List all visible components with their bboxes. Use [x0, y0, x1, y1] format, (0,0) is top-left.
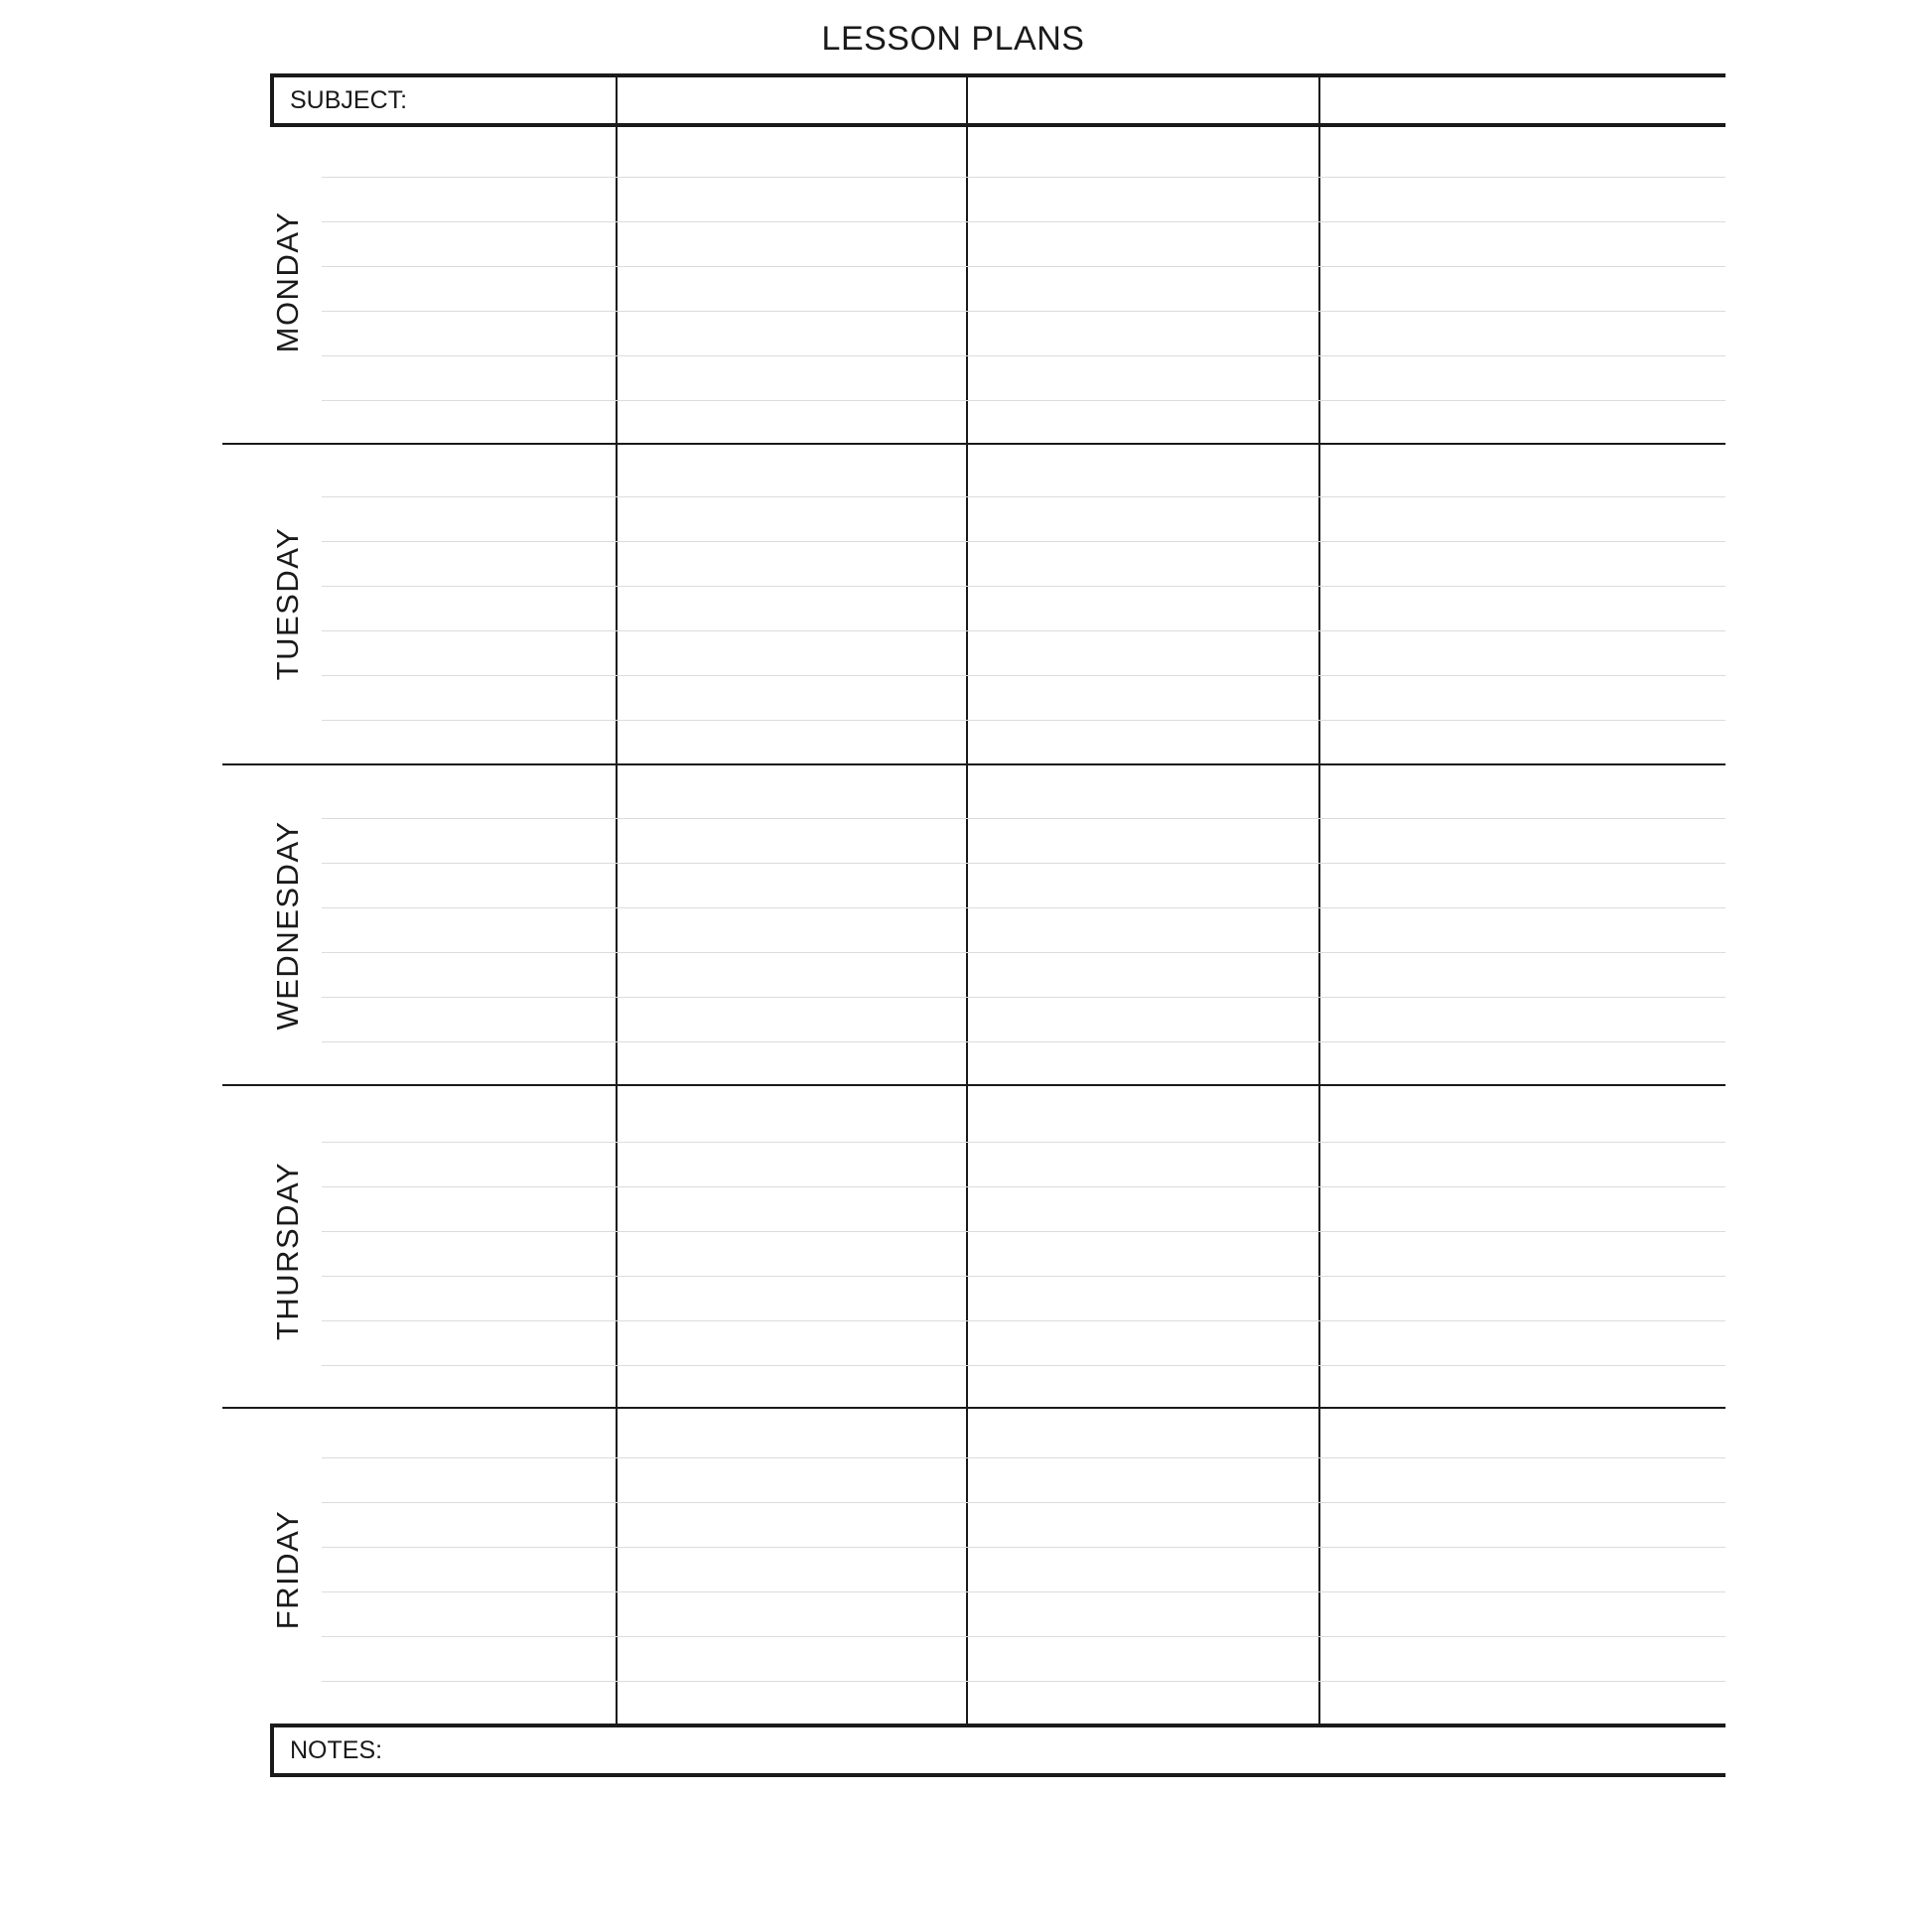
writing-rule: [322, 630, 1725, 631]
writing-rule: [322, 997, 1725, 998]
subject-box-bottom-border: [270, 123, 1725, 127]
writing-rule: [322, 1320, 1725, 1321]
writing-rule: [322, 1591, 1725, 1592]
column-divider-1: [616, 73, 618, 1724]
writing-rule: [322, 1636, 1725, 1637]
day-label-friday: FRIDAY: [270, 1509, 305, 1630]
writing-rule: [322, 818, 1725, 819]
subject-field-1[interactable]: [618, 77, 966, 123]
writing-rule: [322, 675, 1725, 676]
writing-rule: [322, 1276, 1725, 1277]
day-separator-1: [222, 443, 1725, 445]
writing-rule: [322, 863, 1725, 864]
writing-rule: [322, 1457, 1725, 1458]
writing-rule: [322, 311, 1725, 312]
day-label-thursday: THURSDAY: [270, 1161, 305, 1341]
writing-rule: [322, 1041, 1725, 1042]
subject-field-3[interactable]: [1321, 77, 1725, 123]
writing-rule: [322, 907, 1725, 908]
writing-rule: [322, 1142, 1725, 1143]
writing-rule: [322, 1186, 1725, 1187]
column-divider-3: [1318, 73, 1320, 1724]
notes-box-left-border: [270, 1724, 274, 1777]
writing-rule: [322, 355, 1725, 356]
writing-rule: [322, 496, 1725, 497]
day-label-tuesday: TUESDAY: [270, 526, 305, 681]
subject-field-2[interactable]: [969, 77, 1318, 123]
notes-label: NOTES:: [290, 1736, 383, 1764]
page-title: LESSON PLANS: [821, 20, 1085, 58]
notes-box-bottom-border: [270, 1773, 1725, 1777]
day-separator-3: [222, 1084, 1725, 1086]
writing-rule: [322, 952, 1725, 953]
writing-rule: [322, 586, 1725, 587]
column-divider-2: [966, 73, 968, 1724]
day-separator-2: [222, 763, 1725, 765]
subject-box-left-border: [270, 73, 274, 127]
writing-rule: [322, 221, 1725, 222]
notes-field[interactable]: [377, 1727, 1725, 1773]
writing-rule: [322, 720, 1725, 721]
day-label-wednesday: WEDNESDAY: [270, 820, 305, 1031]
writing-rule: [322, 400, 1725, 401]
day-separator-4: [222, 1407, 1725, 1409]
writing-rule: [322, 1231, 1725, 1232]
writing-rule: [322, 1547, 1725, 1548]
writing-rule: [322, 266, 1725, 267]
day-label-monday: MONDAY: [270, 210, 305, 353]
writing-rule: [322, 1502, 1725, 1503]
writing-rule: [322, 177, 1725, 178]
writing-rule: [322, 541, 1725, 542]
writing-rule: [322, 1365, 1725, 1366]
subject-label: SUBJECT:: [290, 86, 408, 114]
writing-rule: [322, 1681, 1725, 1682]
